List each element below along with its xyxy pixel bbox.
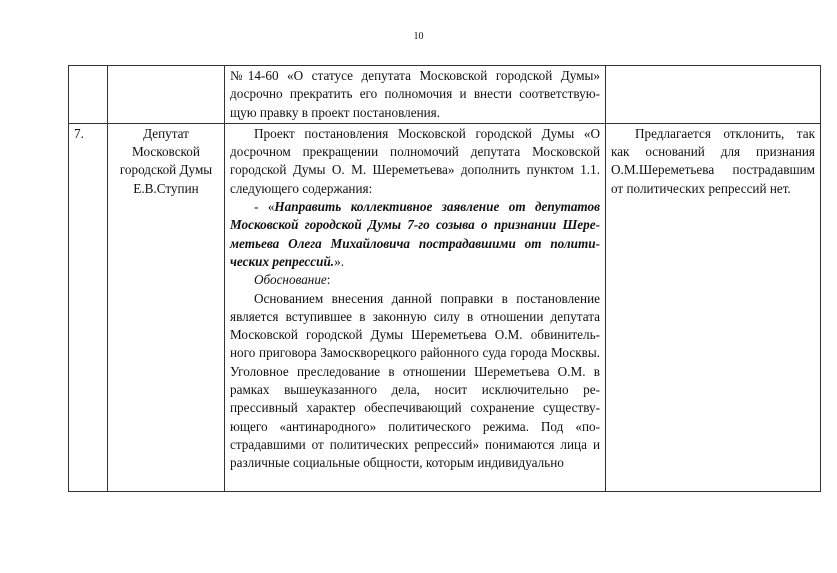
decision-cell: Предлагается отклонить, так как оснований для признания О.М.Шереметьева пострадавшим от политических репрессий нет. xyxy=(606,123,821,491)
amendment-content xyxy=(230,198,600,271)
table-row xyxy=(69,66,821,124)
decision-cell xyxy=(606,66,821,124)
row-number-cell: 7. xyxy=(69,123,108,491)
amendment-text-cell xyxy=(225,66,606,124)
row-number-cell xyxy=(69,66,108,124)
author-cell: Депутат Московской городской Думы Е.В.Ступин xyxy=(108,123,225,491)
amendment-proposal: Направить коллективное заявление от депутатов Московской городской Думы 7-го созыва о признании Шере-метьева Олега Михайловича пострадавшими от полити-ческих репрессий. xyxy=(230,199,600,269)
justification-label: Обоснование xyxy=(254,272,327,288)
page-number: 10 xyxy=(413,31,424,42)
amendments-table xyxy=(68,65,821,492)
table-row xyxy=(69,123,821,491)
amendment-intro: Проект постановления Московской городской Думы «О досрочном прекращении полномочий депутата Московской городской Думы О. М. Шереметьева» дополнить пунктом 1.1. следующего содержания: xyxy=(230,125,600,196)
author-cell xyxy=(108,66,225,124)
justification-colon: : xyxy=(326,272,331,288)
amendment-text-continuation: №14-60 «О статусе депутата Московской городской Думы» досрочно прекратить его полномочия и внести соответствую-щую правку в проект постановления. xyxy=(230,68,600,120)
amendment-text-cell xyxy=(225,123,606,491)
amendment-prefix: - « xyxy=(254,199,275,215)
justification-text: Основанием внесения данной поправки в постановление является вступившее в законную силу в отношении депутата Московской городской Думы Шереметьева О.М. обвинитель-ного приговора Замоскворецкого районного суда города Москвы. Уголовное преследование в отношении Шереметьева О.М. в рамках вышеуказанного дела, носит исключительно ре-прессивный характер обеспечивающий сохранение существу-ющего «антинародного» политического режима. Под «по-страдавшими от политических репрессий» понимаются лица и различные социальные общности, которым индивидуально xyxy=(230,290,600,471)
amendment-suffix: ». xyxy=(334,253,344,269)
justification-heading xyxy=(230,271,600,289)
